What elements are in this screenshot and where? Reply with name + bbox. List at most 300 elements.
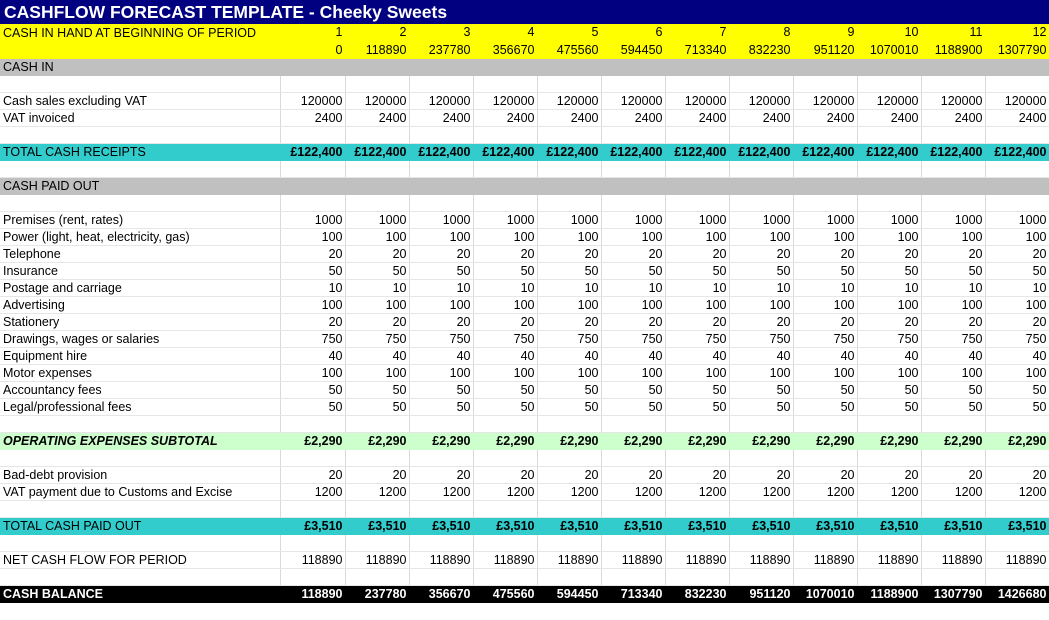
row-label[interactable]: Accountancy fees — [0, 381, 280, 398]
row-label[interactable]: Cash sales excluding VAT — [0, 92, 280, 109]
row-label[interactable] — [0, 534, 280, 551]
cell-period-3[interactable]: 1200 — [409, 483, 473, 500]
cell-period-11[interactable]: 120000 — [921, 92, 985, 109]
cell-period-6[interactable]: 6 — [601, 24, 665, 41]
cell-period-1[interactable]: 1 — [280, 24, 345, 41]
cell-period-1[interactable]: 20 — [280, 313, 345, 330]
cell-period-2[interactable]: 750 — [345, 330, 409, 347]
cell-period-3[interactable]: 1000 — [409, 211, 473, 228]
cell-period-7[interactable]: 832230 — [665, 585, 729, 602]
cell-period-1[interactable]: 120000 — [280, 92, 345, 109]
cell-period-9[interactable] — [793, 126, 857, 143]
cell-period-2[interactable]: 10 — [345, 279, 409, 296]
cell-period-2[interactable] — [345, 415, 409, 432]
cell-period-7[interactable]: 750 — [665, 330, 729, 347]
cell-period-7[interactable] — [665, 126, 729, 143]
cell-period-3[interactable]: £3,510 — [409, 517, 473, 534]
cell-period-8[interactable]: 20 — [729, 466, 793, 483]
cell-period-11[interactable]: 100 — [921, 228, 985, 245]
cell-period-7[interactable]: £3,510 — [665, 517, 729, 534]
cell-period-5[interactable] — [537, 75, 601, 92]
cell-period-8[interactable] — [729, 75, 793, 92]
cell-period-8[interactable]: 951120 — [729, 585, 793, 602]
cell-period-5[interactable] — [537, 534, 601, 551]
cell-period-4[interactable]: 50 — [473, 262, 537, 279]
cell-period-6[interactable] — [601, 160, 665, 177]
cell-period-3[interactable] — [409, 160, 473, 177]
cell-period-9[interactable]: 1200 — [793, 483, 857, 500]
cell-period-10[interactable]: £3,510 — [857, 517, 921, 534]
cell-period-2[interactable] — [345, 177, 409, 194]
cell-period-6[interactable]: 50 — [601, 381, 665, 398]
cell-period-4[interactable]: 475560 — [473, 585, 537, 602]
cell-period-2[interactable]: 1000 — [345, 211, 409, 228]
row-label[interactable]: CASH IN HAND AT BEGINNING OF PERIOD — [0, 24, 280, 41]
cell-period-2[interactable]: 1200 — [345, 483, 409, 500]
cell-period-2[interactable]: 20 — [345, 313, 409, 330]
cell-period-11[interactable]: 750 — [921, 330, 985, 347]
cell-period-12[interactable]: 1000 — [985, 211, 1049, 228]
cell-period-9[interactable]: £3,510 — [793, 517, 857, 534]
cell-period-7[interactable]: 50 — [665, 398, 729, 415]
cell-period-9[interactable] — [793, 500, 857, 517]
cell-period-2[interactable] — [345, 194, 409, 211]
cell-period-9[interactable]: 1070010 — [793, 585, 857, 602]
cell-period-12[interactable]: £122,400 — [985, 143, 1049, 160]
cell-period-4[interactable] — [473, 58, 537, 75]
cell-period-11[interactable] — [921, 58, 985, 75]
cell-period-9[interactable] — [793, 568, 857, 585]
cell-period-12[interactable]: 2400 — [985, 109, 1049, 126]
cell-period-11[interactable]: 10 — [921, 279, 985, 296]
cell-period-7[interactable]: 120000 — [665, 92, 729, 109]
cell-period-2[interactable]: 20 — [345, 245, 409, 262]
cell-period-9[interactable]: 40 — [793, 347, 857, 364]
cell-period-8[interactable] — [729, 568, 793, 585]
cell-period-6[interactable]: 1000 — [601, 211, 665, 228]
cell-period-4[interactable]: 10 — [473, 279, 537, 296]
cell-period-9[interactable]: 750 — [793, 330, 857, 347]
cell-period-9[interactable]: 20 — [793, 466, 857, 483]
cell-period-7[interactable] — [665, 160, 729, 177]
cell-period-7[interactable] — [665, 177, 729, 194]
cell-period-10[interactable]: 1188900 — [857, 585, 921, 602]
cell-period-4[interactable]: 1200 — [473, 483, 537, 500]
cell-period-11[interactable] — [921, 75, 985, 92]
cell-period-7[interactable]: 713340 — [665, 41, 729, 58]
cell-period-2[interactable] — [345, 75, 409, 92]
cell-period-5[interactable] — [537, 177, 601, 194]
row-label[interactable]: TOTAL CASH RECEIPTS — [0, 143, 280, 160]
cell-period-12[interactable] — [985, 177, 1049, 194]
cell-period-10[interactable]: 118890 — [857, 551, 921, 568]
cell-period-2[interactable]: 100 — [345, 228, 409, 245]
cell-period-7[interactable]: 7 — [665, 24, 729, 41]
cell-period-2[interactable]: 50 — [345, 381, 409, 398]
cell-period-1[interactable]: 50 — [280, 381, 345, 398]
cell-period-6[interactable]: 1200 — [601, 483, 665, 500]
cell-period-6[interactable]: £2,290 — [601, 432, 665, 449]
cell-period-9[interactable]: 50 — [793, 381, 857, 398]
cell-period-1[interactable]: £3,510 — [280, 517, 345, 534]
cell-period-8[interactable]: 50 — [729, 262, 793, 279]
cell-period-2[interactable]: 100 — [345, 296, 409, 313]
cell-period-1[interactable] — [280, 415, 345, 432]
cell-period-2[interactable] — [345, 500, 409, 517]
cell-period-10[interactable] — [857, 126, 921, 143]
cell-period-8[interactable] — [729, 177, 793, 194]
cell-period-10[interactable] — [857, 534, 921, 551]
cell-period-11[interactable]: 50 — [921, 398, 985, 415]
cell-period-4[interactable]: 20 — [473, 245, 537, 262]
cell-period-1[interactable]: 750 — [280, 330, 345, 347]
cell-period-10[interactable] — [857, 160, 921, 177]
cell-period-1[interactable]: 100 — [280, 364, 345, 381]
cell-period-10[interactable]: 50 — [857, 262, 921, 279]
row-label[interactable]: Premises (rent, rates) — [0, 211, 280, 228]
cell-period-8[interactable] — [729, 126, 793, 143]
cell-period-1[interactable]: 20 — [280, 245, 345, 262]
cell-period-11[interactable]: 40 — [921, 347, 985, 364]
cell-period-5[interactable]: 1000 — [537, 211, 601, 228]
cell-period-5[interactable]: 10 — [537, 279, 601, 296]
cell-period-5[interactable]: 594450 — [537, 585, 601, 602]
cell-period-10[interactable]: 100 — [857, 296, 921, 313]
cell-period-10[interactable]: 750 — [857, 330, 921, 347]
cell-period-3[interactable]: 50 — [409, 381, 473, 398]
cell-period-4[interactable] — [473, 415, 537, 432]
cell-period-3[interactable]: 50 — [409, 262, 473, 279]
cell-period-6[interactable]: £122,400 — [601, 143, 665, 160]
cell-period-4[interactable] — [473, 177, 537, 194]
cell-period-2[interactable]: 120000 — [345, 92, 409, 109]
cell-period-8[interactable]: 118890 — [729, 551, 793, 568]
cell-period-3[interactable]: 20 — [409, 313, 473, 330]
cell-period-9[interactable] — [793, 160, 857, 177]
cell-period-8[interactable]: £122,400 — [729, 143, 793, 160]
cell-period-4[interactable]: 50 — [473, 398, 537, 415]
cell-period-6[interactable]: 2400 — [601, 109, 665, 126]
cell-period-7[interactable] — [665, 415, 729, 432]
cell-period-9[interactable]: 20 — [793, 313, 857, 330]
cell-period-4[interactable]: 40 — [473, 347, 537, 364]
cell-period-7[interactable] — [665, 58, 729, 75]
cell-period-11[interactable]: 1188900 — [921, 41, 985, 58]
cell-period-10[interactable]: £2,290 — [857, 432, 921, 449]
cell-period-7[interactable]: 1200 — [665, 483, 729, 500]
cell-period-3[interactable] — [409, 126, 473, 143]
cell-period-6[interactable]: 118890 — [601, 551, 665, 568]
cell-period-10[interactable] — [857, 568, 921, 585]
cell-period-4[interactable]: 20 — [473, 466, 537, 483]
cell-period-8[interactable]: £2,290 — [729, 432, 793, 449]
cell-period-4[interactable] — [473, 534, 537, 551]
cell-period-10[interactable] — [857, 194, 921, 211]
cell-period-4[interactable] — [473, 160, 537, 177]
cell-period-12[interactable]: 50 — [985, 381, 1049, 398]
cell-period-11[interactable] — [921, 500, 985, 517]
cell-period-5[interactable]: £3,510 — [537, 517, 601, 534]
cell-period-9[interactable] — [793, 177, 857, 194]
cell-period-11[interactable]: £3,510 — [921, 517, 985, 534]
cell-period-5[interactable] — [537, 126, 601, 143]
cell-period-5[interactable] — [537, 58, 601, 75]
cell-period-12[interactable]: £3,510 — [985, 517, 1049, 534]
cell-period-12[interactable]: 100 — [985, 228, 1049, 245]
cell-period-4[interactable]: 20 — [473, 313, 537, 330]
cell-period-11[interactable]: 1200 — [921, 483, 985, 500]
cell-period-5[interactable] — [537, 160, 601, 177]
row-label[interactable]: Postage and carriage — [0, 279, 280, 296]
cell-period-4[interactable] — [473, 568, 537, 585]
cell-period-3[interactable] — [409, 75, 473, 92]
cell-period-8[interactable]: 832230 — [729, 41, 793, 58]
row-label[interactable]: Equipment hire — [0, 347, 280, 364]
cell-period-11[interactable]: 1000 — [921, 211, 985, 228]
cell-period-12[interactable]: 750 — [985, 330, 1049, 347]
cell-period-5[interactable]: £122,400 — [537, 143, 601, 160]
cell-period-9[interactable] — [793, 194, 857, 211]
cell-period-11[interactable]: 11 — [921, 24, 985, 41]
cell-period-5[interactable]: 1200 — [537, 483, 601, 500]
cell-period-3[interactable]: 237780 — [409, 41, 473, 58]
row-label[interactable]: VAT payment due to Customs and Excise — [0, 483, 280, 500]
row-label[interactable]: CASH IN — [0, 58, 280, 75]
cell-period-12[interactable]: 1307790 — [985, 41, 1049, 58]
cell-period-5[interactable] — [537, 568, 601, 585]
cell-period-5[interactable] — [537, 415, 601, 432]
cell-period-7[interactable] — [665, 75, 729, 92]
cell-period-9[interactable]: 951120 — [793, 41, 857, 58]
cell-period-2[interactable] — [345, 160, 409, 177]
cell-period-9[interactable] — [793, 58, 857, 75]
cell-period-10[interactable] — [857, 75, 921, 92]
row-label[interactable]: Power (light, heat, electricity, gas) — [0, 228, 280, 245]
cell-period-1[interactable] — [280, 177, 345, 194]
row-label[interactable]: Legal/professional fees — [0, 398, 280, 415]
cell-period-4[interactable]: 750 — [473, 330, 537, 347]
cell-period-8[interactable]: 1200 — [729, 483, 793, 500]
cell-period-8[interactable] — [729, 500, 793, 517]
cell-period-5[interactable]: 100 — [537, 228, 601, 245]
cell-period-12[interactable] — [985, 126, 1049, 143]
cell-period-12[interactable] — [985, 194, 1049, 211]
cell-period-2[interactable]: 20 — [345, 466, 409, 483]
cell-period-3[interactable]: 118890 — [409, 551, 473, 568]
cell-period-3[interactable]: 750 — [409, 330, 473, 347]
cell-period-4[interactable] — [473, 449, 537, 466]
cell-period-12[interactable]: 10 — [985, 279, 1049, 296]
cell-period-2[interactable] — [345, 534, 409, 551]
cell-period-10[interactable]: 10 — [857, 279, 921, 296]
cell-period-9[interactable]: 20 — [793, 245, 857, 262]
cell-period-11[interactable] — [921, 415, 985, 432]
cell-period-10[interactable]: 20 — [857, 466, 921, 483]
cell-period-1[interactable]: 0 — [280, 41, 345, 58]
cell-period-2[interactable] — [345, 568, 409, 585]
cell-period-4[interactable]: 4 — [473, 24, 537, 41]
cell-period-12[interactable]: 20 — [985, 313, 1049, 330]
cell-period-6[interactable]: 100 — [601, 364, 665, 381]
cell-period-1[interactable] — [280, 75, 345, 92]
cell-period-12[interactable]: £2,290 — [985, 432, 1049, 449]
cell-period-10[interactable]: 1200 — [857, 483, 921, 500]
cell-period-6[interactable] — [601, 177, 665, 194]
row-label[interactable]: CASH BALANCE — [0, 585, 280, 602]
cell-period-5[interactable]: 2400 — [537, 109, 601, 126]
cell-period-8[interactable]: £3,510 — [729, 517, 793, 534]
cell-period-1[interactable]: 100 — [280, 296, 345, 313]
cell-period-5[interactable]: 20 — [537, 313, 601, 330]
cell-period-11[interactable]: 2400 — [921, 109, 985, 126]
cell-period-9[interactable]: 1000 — [793, 211, 857, 228]
cell-period-3[interactable] — [409, 534, 473, 551]
cell-period-8[interactable] — [729, 449, 793, 466]
cell-period-12[interactable]: 50 — [985, 262, 1049, 279]
cell-period-6[interactable] — [601, 500, 665, 517]
cell-period-12[interactable] — [985, 58, 1049, 75]
cell-period-5[interactable]: 20 — [537, 245, 601, 262]
cell-period-1[interactable]: 40 — [280, 347, 345, 364]
cell-period-2[interactable]: 237780 — [345, 585, 409, 602]
cell-period-5[interactable]: 20 — [537, 466, 601, 483]
cell-period-5[interactable]: £2,290 — [537, 432, 601, 449]
cell-period-9[interactable] — [793, 449, 857, 466]
cell-period-4[interactable] — [473, 75, 537, 92]
row-label[interactable]: OPERATING EXPENSES SUBTOTAL — [0, 432, 280, 449]
cell-period-8[interactable]: 100 — [729, 228, 793, 245]
row-label[interactable] — [0, 500, 280, 517]
cell-period-7[interactable] — [665, 194, 729, 211]
cell-period-6[interactable] — [601, 126, 665, 143]
cell-period-4[interactable]: 50 — [473, 381, 537, 398]
cell-period-7[interactable] — [665, 449, 729, 466]
cell-period-10[interactable]: 2400 — [857, 109, 921, 126]
cell-period-1[interactable] — [280, 500, 345, 517]
cell-period-11[interactable]: 100 — [921, 364, 985, 381]
cell-period-12[interactable]: 100 — [985, 296, 1049, 313]
cell-period-11[interactable]: 100 — [921, 296, 985, 313]
cell-period-2[interactable]: 40 — [345, 347, 409, 364]
cell-period-6[interactable] — [601, 75, 665, 92]
cell-period-12[interactable] — [985, 160, 1049, 177]
cell-period-7[interactable]: £2,290 — [665, 432, 729, 449]
cell-period-10[interactable] — [857, 449, 921, 466]
row-label[interactable]: TOTAL CASH PAID OUT — [0, 517, 280, 534]
cell-period-3[interactable]: 40 — [409, 347, 473, 364]
cell-period-6[interactable]: 120000 — [601, 92, 665, 109]
cell-period-6[interactable]: 750 — [601, 330, 665, 347]
cell-period-8[interactable]: 20 — [729, 245, 793, 262]
cell-period-10[interactable]: 1000 — [857, 211, 921, 228]
cell-period-4[interactable]: £122,400 — [473, 143, 537, 160]
cell-period-1[interactable] — [280, 58, 345, 75]
cell-period-3[interactable]: 120000 — [409, 92, 473, 109]
cell-period-4[interactable] — [473, 126, 537, 143]
cell-period-2[interactable]: 2 — [345, 24, 409, 41]
cell-period-7[interactable] — [665, 500, 729, 517]
cell-period-2[interactable] — [345, 449, 409, 466]
sheet-title[interactable]: CASHFLOW FORECAST TEMPLATE - Cheeky Sweets — [0, 0, 1049, 24]
cell-period-2[interactable]: 118890 — [345, 41, 409, 58]
cell-period-5[interactable]: 120000 — [537, 92, 601, 109]
cell-period-10[interactable]: 100 — [857, 364, 921, 381]
cell-period-6[interactable]: 594450 — [601, 41, 665, 58]
cell-period-1[interactable]: £2,290 — [280, 432, 345, 449]
cell-period-12[interactable]: 12 — [985, 24, 1049, 41]
cell-period-10[interactable]: 100 — [857, 228, 921, 245]
cell-period-3[interactable]: 10 — [409, 279, 473, 296]
cell-period-11[interactable] — [921, 568, 985, 585]
cell-period-7[interactable]: 1000 — [665, 211, 729, 228]
cell-period-7[interactable]: 20 — [665, 313, 729, 330]
cell-period-9[interactable]: £2,290 — [793, 432, 857, 449]
cell-period-4[interactable]: £3,510 — [473, 517, 537, 534]
cell-period-10[interactable] — [857, 415, 921, 432]
cell-period-10[interactable]: £122,400 — [857, 143, 921, 160]
cell-period-9[interactable]: 50 — [793, 262, 857, 279]
cell-period-11[interactable]: 50 — [921, 262, 985, 279]
cell-period-11[interactable]: 1307790 — [921, 585, 985, 602]
cell-period-7[interactable]: £122,400 — [665, 143, 729, 160]
cell-period-6[interactable]: 40 — [601, 347, 665, 364]
cell-period-1[interactable] — [280, 568, 345, 585]
cell-period-10[interactable]: 50 — [857, 398, 921, 415]
row-label[interactable] — [0, 75, 280, 92]
cell-period-3[interactable] — [409, 449, 473, 466]
cell-period-7[interactable]: 20 — [665, 245, 729, 262]
cell-period-1[interactable] — [280, 126, 345, 143]
cell-period-8[interactable] — [729, 415, 793, 432]
cell-period-8[interactable] — [729, 194, 793, 211]
cell-period-12[interactable]: 120000 — [985, 92, 1049, 109]
cell-period-5[interactable] — [537, 500, 601, 517]
cell-period-3[interactable]: 50 — [409, 398, 473, 415]
cell-period-1[interactable]: 50 — [280, 398, 345, 415]
cell-period-1[interactable] — [280, 160, 345, 177]
cell-period-1[interactable]: 2400 — [280, 109, 345, 126]
cell-period-2[interactable] — [345, 126, 409, 143]
cell-period-9[interactable]: £122,400 — [793, 143, 857, 160]
cell-period-6[interactable]: 20 — [601, 466, 665, 483]
cell-period-5[interactable] — [537, 449, 601, 466]
cell-period-5[interactable] — [537, 194, 601, 211]
cell-period-6[interactable]: 20 — [601, 313, 665, 330]
row-label[interactable] — [0, 126, 280, 143]
cell-period-10[interactable]: 40 — [857, 347, 921, 364]
cell-period-8[interactable]: 50 — [729, 381, 793, 398]
cell-period-11[interactable] — [921, 194, 985, 211]
cell-period-5[interactable]: 475560 — [537, 41, 601, 58]
row-label[interactable]: Drawings, wages or salaries — [0, 330, 280, 347]
cell-period-9[interactable]: 50 — [793, 398, 857, 415]
cell-period-12[interactable]: 20 — [985, 466, 1049, 483]
cell-period-9[interactable]: 100 — [793, 364, 857, 381]
cell-period-1[interactable] — [280, 534, 345, 551]
cell-period-4[interactable]: 118890 — [473, 551, 537, 568]
cell-period-4[interactable] — [473, 500, 537, 517]
cell-period-5[interactable]: 50 — [537, 262, 601, 279]
cell-period-10[interactable]: 20 — [857, 245, 921, 262]
cell-period-9[interactable] — [793, 75, 857, 92]
cell-period-1[interactable] — [280, 449, 345, 466]
cell-period-1[interactable]: 118890 — [280, 585, 345, 602]
cell-period-8[interactable]: 100 — [729, 296, 793, 313]
cell-period-2[interactable]: £3,510 — [345, 517, 409, 534]
cell-period-3[interactable]: 2400 — [409, 109, 473, 126]
row-label[interactable]: Bad-debt provision — [0, 466, 280, 483]
cell-period-6[interactable]: 20 — [601, 245, 665, 262]
